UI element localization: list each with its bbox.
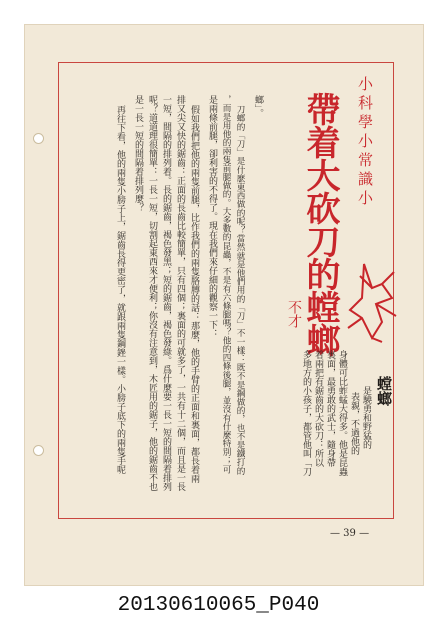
text-column: 螂」。: [253, 95, 263, 118]
text-column: 裏面，最勇敢的武士，隨身帶: [325, 350, 335, 467]
text-column: 一短，間隔的排列着。長的鋸齒，褐色發黑；短的鋸齒，褐色發綠。爲什麼要一長一短的間隔着排列: [161, 95, 171, 491]
page-number: — 39 —: [330, 528, 370, 539]
text-column: 多地方的小孩子，都管他叫「刀: [301, 350, 311, 476]
article-heading: 螳螂: [375, 376, 393, 406]
handwritten-series-label: 小科學小常識小: [356, 76, 374, 209]
handwritten-author: 不才: [286, 300, 302, 328]
mantis-sketch-icon: [342, 258, 402, 344]
text-column: 表親，不過他的: [349, 392, 359, 455]
text-column: 是一長一短的間隔着排列麼？: [133, 95, 143, 212]
text-column: 假如我們把他的兩隻前腿，比作我們的兩隻胳膊的話：那麼，他的手臂的正面和裏面，都長着兩: [189, 105, 199, 483]
text-column: 刀螂的「刀」是什麽東西做的呢？當然就是他們用的「刀」不一樣：既不是鋼做的，也不是鐵打的: [235, 105, 245, 475]
text-column: 排又尖又快的鋸齒：正面的長齒比較簡單，只有四個；裏面的可就多了，一共有十二個，而且是一長: [175, 95, 185, 491]
binding-hole: [33, 445, 44, 456]
text-column: 着兩把有鋸齒的大砍刀：所以: [313, 350, 323, 467]
binding-hole: [33, 133, 44, 144]
text-column: 是驍勇和野猛的: [361, 386, 371, 449]
archive-id-caption: 20130610065_P040: [117, 594, 320, 617]
text-column: 再往下看，他的兩隻小膀子上，鋸齒長得更密了，就跟兩隻鋼銼一樣。小膀子底下的兩隻手呢: [115, 105, 125, 474]
text-column: 身體可比蚱蜢大得多。他是昆蟲: [337, 350, 347, 476]
handwritten-title: 帶着大砍刀的螳螂: [300, 92, 340, 356]
text-column: ，而是用他的兩隻前腿做的。大多數的昆蟲，不是有六條腿嗎？他的四條後腿，並沒有什麼特別；可: [221, 95, 231, 474]
text-column: 呢？道道理很簡單：一長一短，切割起東西來才便利；你沒有注意到，木匠用的鋸子，他的鋸齒不也: [147, 95, 157, 491]
text-column: 是兩條前腿，卻利害的不得了。現在我們來仔細的觀察一下：: [207, 95, 217, 338]
